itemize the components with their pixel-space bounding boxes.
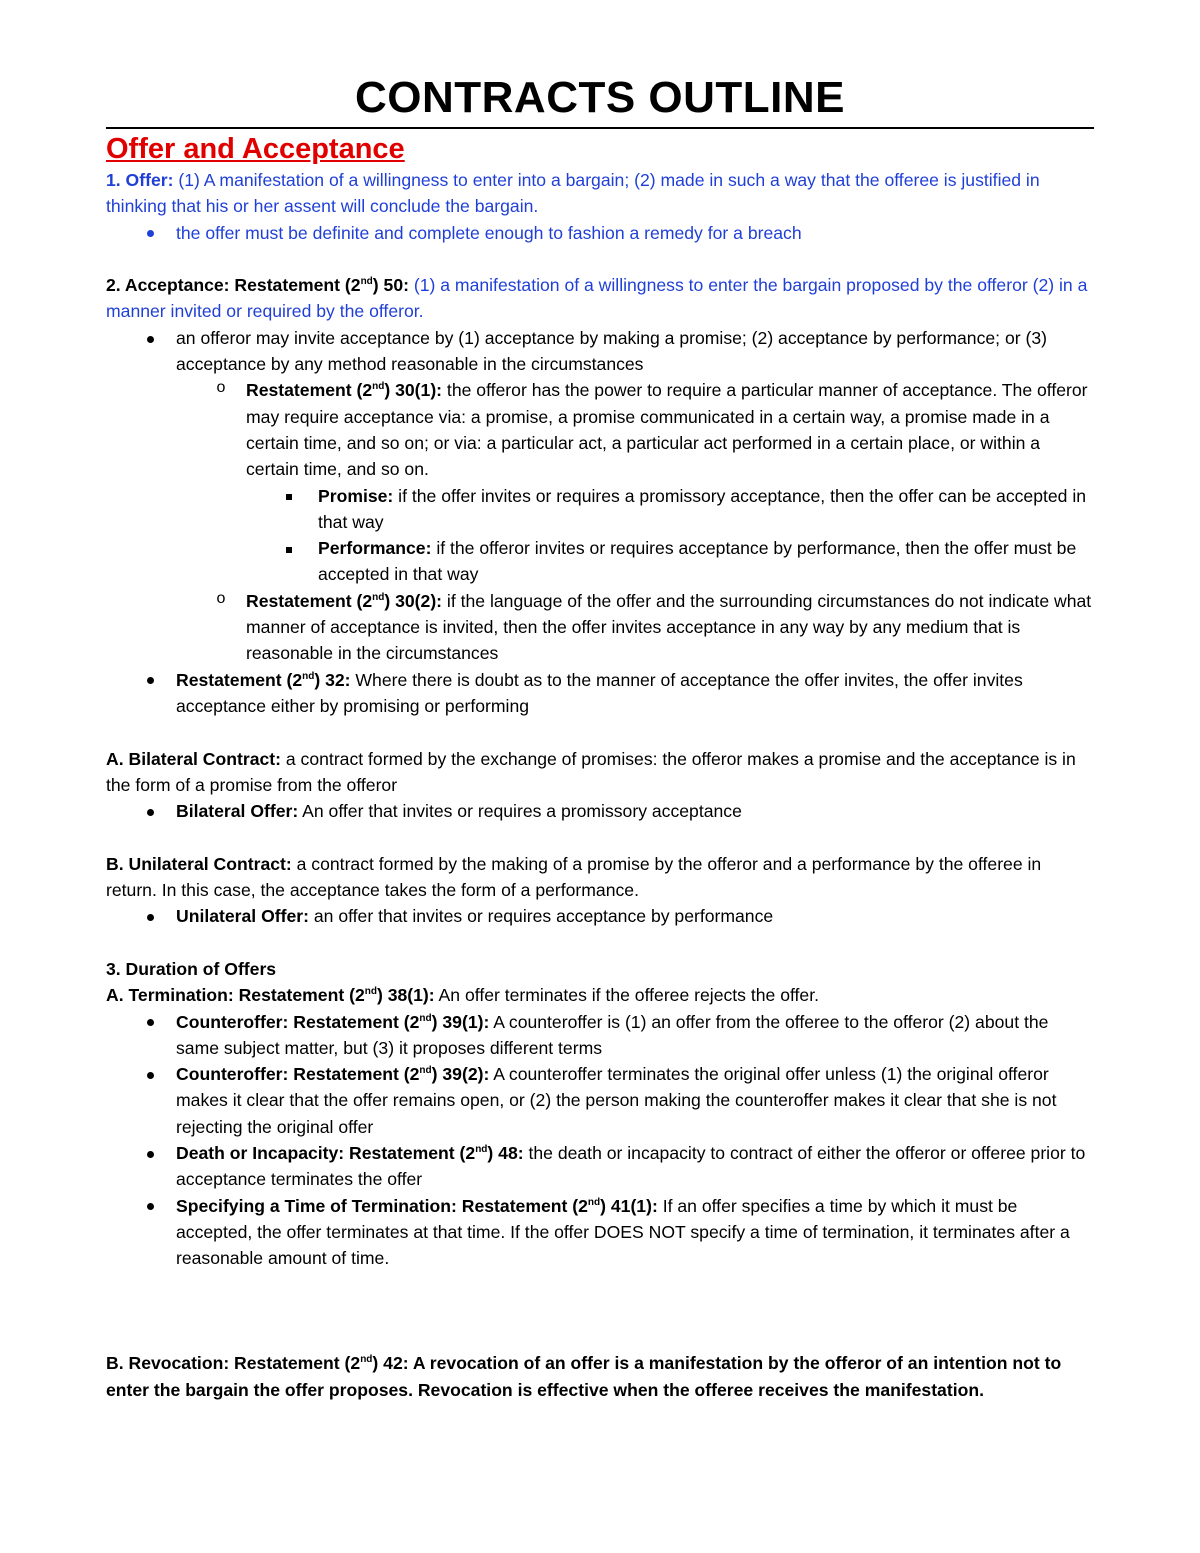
sub-text: if the language of the offer and the surrounding circumstances do not indicate what manner of acceptance is invited, then the offer invites acceptance in any way by any medium that is reasonable in the circumstances [246,590,1092,664]
superscript: nd [587,1196,601,1208]
sub-label-end: ) 30(2): [384,590,443,611]
spacer [106,824,1094,850]
bilateral-text: a contract formed by the exchange of promises: the offeror makes a promise and the acceptance is in the form of a promise from the offeror [106,748,1076,795]
unilateral-definition [106,851,1094,904]
list-item [106,1061,1094,1140]
sub-text: the offeror has the power to require a particular manner of acceptance. The offeror may require acceptance via: a promise, a promise communicated in a certain way, a promise made in a certain time, and so on; or via: a particular act, a particular act performed in a certain place, or within a certain time, and so on. [246,380,1088,480]
termination-label-end: ) 38(1): [376,985,435,1006]
acceptance-label: 2. Acceptance: Restatement (2 [106,275,361,296]
superscript: nd [364,986,377,998]
termination-label: A. Termination: Restatement (2 [106,985,365,1006]
revocation-text: ) 42: A revocation of an offer is a manifestation by the offeror of an intention not to enter the bargain the offer proposes. Revocation is effective when the offeree receives the manifestation. [106,1353,1062,1400]
bullet-icon [144,325,156,351]
bullet-label-end: ) 48: [487,1142,524,1163]
bullet-icon [144,1193,156,1219]
superscript: nd [372,591,385,603]
performance-label: Performance: [318,538,432,559]
superscript: nd [372,381,385,393]
bullet-label-end: ) 39(1): [431,1011,490,1032]
spacer [106,930,1094,956]
bullet-text: If an offer specifies a time by which it must be accepted, the offer terminates at that time. If the offer DOES NOT specify a time of termination, it terminates after a reasonable amount of time. [176,1195,1070,1269]
list-item [106,1009,1094,1062]
bullet-label: Bilateral Offer: [176,801,299,822]
section-heading: Offer and Acceptance [106,133,405,165]
square-bullet-icon [283,535,295,561]
document-page [106,72,1094,1403]
acceptance-bullet-1: an offeror may invite acceptance by (1) acceptance by making a promise; (2) acceptance by performance; or (3) acceptance by any method reasonable in the circumstances [176,327,1047,375]
performance-text: if the offeror invites or requires acceptance by performance, then the offer must be accepted in that way [318,538,1077,585]
bilateral-label: A. Bilateral Contract: [106,748,281,769]
offer-text: (1) A manifestation of a willingness to enter into a bargain; (2) made in such a way that the offeree is justified in thinking that his or her assent will conclude the bargain. [106,170,1040,217]
bullet-icon [144,667,156,693]
acceptance-definition [106,272,1094,325]
list-item [106,535,1094,588]
acceptance-list [106,325,1094,719]
revocation-definition [106,1350,1094,1403]
termination-definition [106,982,1094,1008]
bilateral-definition [106,746,1094,799]
superscript: nd [360,276,373,288]
offer-definition [106,167,1094,220]
bullet-icon [144,1061,156,1087]
bullet-text: A counteroffer terminates the original offer unless (1) the original offeror makes it clear that the offer remains open, or (2) the person making the counteroffer makes it clear that she is not rejecting the original offer [176,1064,1057,1137]
bullet-text: the death or incapacity to contract of either the offeror or offeree prior to acceptance terminates the offer [176,1142,1086,1190]
bullet-label: Specifying a Time of Termination: Restatement (2 [176,1195,588,1216]
bullet-label: Death or Incapacity: Restatement (2 [176,1142,476,1163]
sub-label: Restatement (2 [246,590,373,611]
superscript: nd [419,1012,432,1024]
document-title: CONTRACTS OUTLINE [106,72,1094,129]
square-bullet-icon [283,483,295,509]
acceptance-text: (1) a manifestation of a willingness to enter the bargain proposed by the offeror (2) in a manner invited or required by the offeror. [106,275,1088,322]
list-item [106,377,1094,482]
superscript: nd [360,1354,373,1366]
bullet-text: A counteroffer is (1) an offer from the offeree to the offeror (2) about the same subject matter, but (3) it proposes different terms [176,1011,1049,1058]
bullet-label-end: ) 39(2): [431,1064,490,1085]
sub-label: Restatement (2 [246,380,373,401]
offer-list [106,220,1094,246]
bullet-icon [144,1140,156,1166]
bullet-label-end: ) 41(1): [600,1195,658,1216]
bullet-icon [144,220,156,246]
duration-heading: 3. Duration of Offers [106,958,277,979]
bullet-label-end: ) 32: [314,669,351,690]
list-item [106,667,1094,720]
list-item [106,798,1094,824]
bullet-label: Unilateral Offer: [176,906,309,927]
revocation-label: B. Revocation: Restatement (2 [106,1353,361,1374]
bullet-text: Where there is doubt as to the manner of acceptance the offer invites, the offer invites acceptance either by promising or performing [176,669,1023,716]
spacer [106,719,1094,745]
superscript: nd [475,1144,488,1156]
spacer [106,246,1094,272]
bullet-text: an offer that invites or requires acceptance by performance [308,906,774,927]
list-item [106,588,1094,667]
bullet-label: Counteroffer: Restatement (2 [176,1064,420,1085]
bullet-icon [144,903,156,929]
circle-bullet-icon: o [216,379,226,397]
circle-bullet-icon: o [216,589,226,607]
bullet-icon [144,1009,156,1035]
spacer [106,1271,1094,1324]
bilateral-list [106,798,1094,824]
list-item [106,325,1094,378]
offer-label: 1. Offer: [106,170,174,190]
bullet-text: An offer that invites or requires a promissory acceptance [298,801,742,822]
superscript: nd [302,670,315,682]
unilateral-text: a contract formed by the making of a promise by the offeror and a performance by the offeree in return. In this case, the acceptance takes the form of a performance. [106,853,1042,901]
bullet-icon [144,798,156,824]
promise-text: if the offer invites or requires a promissory acceptance, then the offer can be accepted in that way [318,485,1087,532]
termination-text: An offer terminates if the offeree rejects the offer. [434,985,819,1006]
bullet-label: Counteroffer: Restatement (2 [176,1011,420,1032]
list-item [106,483,1094,536]
promise-label: Promise: [318,485,394,506]
spacer [106,1324,1094,1350]
unilateral-list [106,903,1094,929]
sub-label-end: ) 30(1): [384,380,443,401]
list-item [106,220,1094,246]
acceptance-label-end: ) 50: [372,275,409,296]
termination-list [106,1009,1094,1272]
superscript: nd [419,1065,432,1077]
list-item [106,903,1094,929]
unilateral-label: B. Unilateral Contract: [106,853,292,874]
list-item [106,1193,1094,1272]
bullet-label: Restatement (2 [176,669,303,690]
list-item [106,1140,1094,1193]
offer-bullet: the offer must be definite and complete enough to fashion a remedy for a breach [176,222,802,243]
